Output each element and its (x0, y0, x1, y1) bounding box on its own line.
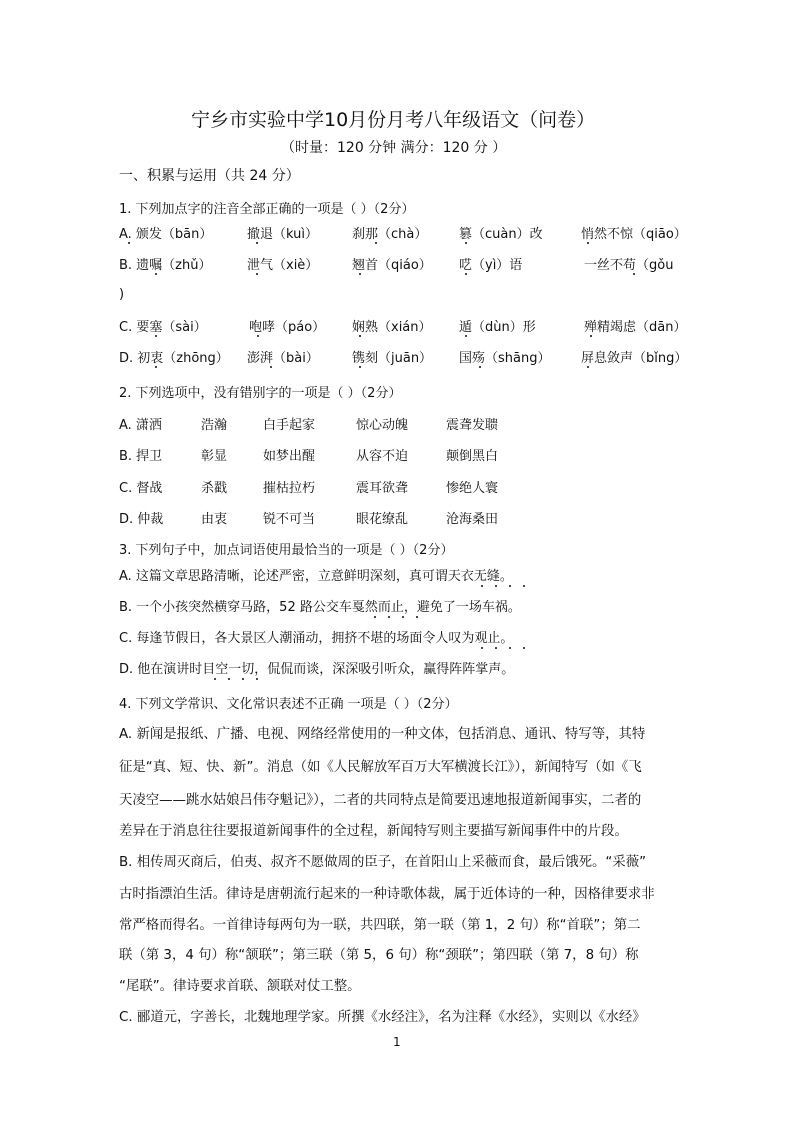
page-title: 宁乡市实验中学10月份月考八年级语文（问卷） (191, 109, 596, 131)
emphasis-dot (509, 585, 511, 587)
q1-option-a-item: 撤退（kuì） (247, 227, 318, 242)
q3-option-d: D. 他在演讲时目空一切，侃侃而谈，深深吸引听众，赢得阵阵掌声。 (119, 662, 515, 677)
q2-option-a: A. 潇洒 (119, 418, 162, 433)
q1-option-a: A. 颁发（bān） (119, 227, 213, 242)
page-subtitle: （时量：120 分钟 满分：120 分 ） (281, 140, 507, 156)
q1-option-d-item: 澎湃（bài） (247, 351, 319, 366)
q3-option-a: A. 这篇文章思路清晰，论述严密，立意鲜明深刻，真可谓天衣无缝。 (119, 569, 513, 584)
q1-option-d-item: 国殇（shāng） (459, 351, 551, 366)
emphasis-dot (270, 366, 272, 368)
emphasis-dot (402, 616, 404, 618)
q4-option-b-line: 联（第 3，4 句）称“颔联”；第三联（第 5，6 句）称“颈联”；第四联（第 7，8 句）称 (119, 948, 639, 963)
q4-option-b-line: 古时指漂泊生活。律诗是唐朝流行起来的一种诗歌体裁，属于近体诗的一种，因格律要求非 (119, 887, 655, 902)
q4-option-a-line: 征是“真、短、快、新”。消息（如《人民解放军百万大军横渡长江》），新闻特写（如《飞 (119, 760, 642, 775)
question-3-stem: 3. 下列句子中，加点词语使用最恰当的一项是（ ）（2分） (119, 543, 454, 558)
q4-option-b-line: “尾联”。律诗要求首联、颔联对仗工整。 (119, 979, 361, 994)
emphasis-dot (257, 335, 259, 337)
q4-option-a-line: 差异在于消息往往要报道新闻事件的全过程，新闻特写则主要描写新闻事件中的片段。 (119, 824, 628, 839)
emphasis-dot (587, 242, 589, 244)
emphasis-dot (465, 335, 467, 337)
q2-option-a-item: 震聋发聩 (446, 418, 499, 433)
q3-option-c: C. 每逢节假日，各大景区人潮涌动，拥挤不堪的场面令人叹为观止。 (119, 631, 514, 646)
question-2-stem: 2. 下列选项中，没有错别字的一项是（ ）（2分） (119, 386, 402, 401)
q1-option-c-item: 遁（dùn）形 (459, 320, 536, 335)
q2-option-a-item: 惊心动魄 (356, 418, 409, 433)
emphasis-dot (359, 335, 361, 337)
q2-option-b-item: 如梦出醒 (263, 449, 316, 464)
q2-option-b-item: 颠倒黑白 (446, 449, 499, 464)
emphasis-dot (587, 366, 589, 368)
q4-option-b-line: B. 相传周灭商后，伯夷、叔齐不愿做周的臣子，在首阳山上采薇而食，最后饿死。“采薇” (119, 855, 647, 870)
q1-option-d: D. 初衷（zhōng） (119, 351, 229, 366)
emphasis-dot (256, 242, 258, 244)
q2-option-a-item: 浩瀚 (201, 418, 228, 433)
q2-option-d: D. 仲裁 (119, 512, 164, 527)
emphasis-dot (256, 678, 258, 680)
emphasis-dot (479, 366, 481, 368)
q2-option-a-item: 白手起家 (263, 418, 316, 433)
emphasis-dot (523, 585, 525, 587)
q4-option-a-line: A. 新闻是报纸、广播、电视、网络经常使用的一种文体，包括消息、通讯、特写等，其特 (119, 727, 646, 742)
emphasis-dot (374, 616, 376, 618)
emphasis-dot (155, 335, 157, 337)
q1-option-d-item: 镌刻（juān） (352, 351, 433, 366)
emphasis-dot (242, 678, 244, 680)
emphasis-dot (465, 273, 467, 275)
q2-option-b-item: 从容不迫 (356, 449, 409, 464)
emphasis-dot (155, 366, 157, 368)
emphasis-dot (228, 678, 230, 680)
q4-option-a-line: 天凌空——跳水姑娘吕伟夺魁记》），二者的共同特点是简要迅速地报道新闻事实，二者的 (119, 793, 642, 808)
emphasis-dot (214, 678, 216, 680)
emphasis-dot (128, 242, 130, 244)
q2-option-c-item: 震耳欲聋 (356, 481, 409, 496)
q2-option-c-item: 杀戳 (201, 481, 228, 496)
emphasis-dot (375, 242, 377, 244)
section-heading: 一、积累与运用（共 24 分） (119, 168, 300, 184)
q3-option-b: B. 一个小孩突然横穿马路，52 路公交车戛然而止，避免了一场车祸。 (119, 600, 521, 615)
emphasis-dot (155, 273, 157, 275)
q2-option-d-item: 锐不可当 (263, 512, 316, 527)
q1-option-b-item: 翘首（qiáo） (352, 258, 432, 273)
q1-option-b-item: 呓（yì）语 (459, 258, 523, 273)
q2-option-d-item: 沧海桑田 (446, 512, 499, 527)
q2-option-d-item: 眼花缭乱 (356, 512, 409, 527)
emphasis-dot (509, 647, 511, 649)
emphasis-dot (359, 366, 361, 368)
emphasis-dot (633, 273, 635, 275)
emphasis-dot (256, 273, 258, 275)
q1-option-c-item: 娴熟（xián） (352, 320, 432, 335)
emphasis-dot (388, 616, 390, 618)
emphasis-dot (359, 273, 361, 275)
q1-option-b-item: 泄气（xiè） (247, 258, 319, 273)
emphasis-dot (523, 647, 525, 649)
q1-option-c-item: 殚精竭虑（dān） (584, 320, 687, 335)
emphasis-dot (465, 242, 467, 244)
emphasis-dot (495, 585, 497, 587)
q1-option-a-item: 刹那（chà） (352, 227, 428, 242)
emphasis-dot (481, 585, 483, 587)
page-number: 1 (393, 1035, 401, 1049)
q4-option-c-line: C. 郦道元，字善长，北魏地理学家。所撰《水经注》，名为注释《水经》，实则以《水经》 (119, 1010, 646, 1025)
emphasis-dot (590, 335, 592, 337)
emphasis-dot (481, 647, 483, 649)
q2-option-c: C. 督战 (119, 481, 163, 496)
emphasis-dot (495, 647, 497, 649)
q1-option-c-item: 咆哮（páo） (249, 320, 326, 335)
q1-option-b-item: 一丝不苟（gǒu (584, 258, 674, 273)
q1-option-d-item: 屏息敛声（bǐng） (581, 351, 688, 366)
q1-option-c: C. 要塞（sài） (119, 320, 207, 335)
question-4-stem: 4. 下列文学常识、文化常识表述不正确 一项是（ ）（2分） (119, 697, 458, 712)
question-1-stem: 1. 下列加点字的注音全部正确的一项是（ ）（2分） (119, 202, 415, 217)
q2-option-d-item: 由衷 (201, 512, 228, 527)
q2-option-c-item: 惨绝人寰 (446, 481, 499, 496)
q2-option-b-item: 彰显 (201, 449, 228, 464)
q1-option-a-item: 悄然不惊（qiāo） (581, 227, 687, 242)
q1-option-b-wrap: ) (119, 287, 125, 302)
q1-option-a-item: 篡（cuàn）改 (459, 227, 543, 242)
emphasis-dot (416, 616, 418, 618)
q1-option-b: B. 遗嘱（zhǔ） (119, 258, 212, 273)
q2-option-b: B. 捍卫 (119, 449, 163, 464)
q2-option-c-item: 摧枯拉朽 (263, 481, 316, 496)
q4-option-b-line: 常严格而得名。一首律诗每两句为一联，共四联，第一联（第 1，2 句）称“首联”；第二 (119, 918, 641, 933)
